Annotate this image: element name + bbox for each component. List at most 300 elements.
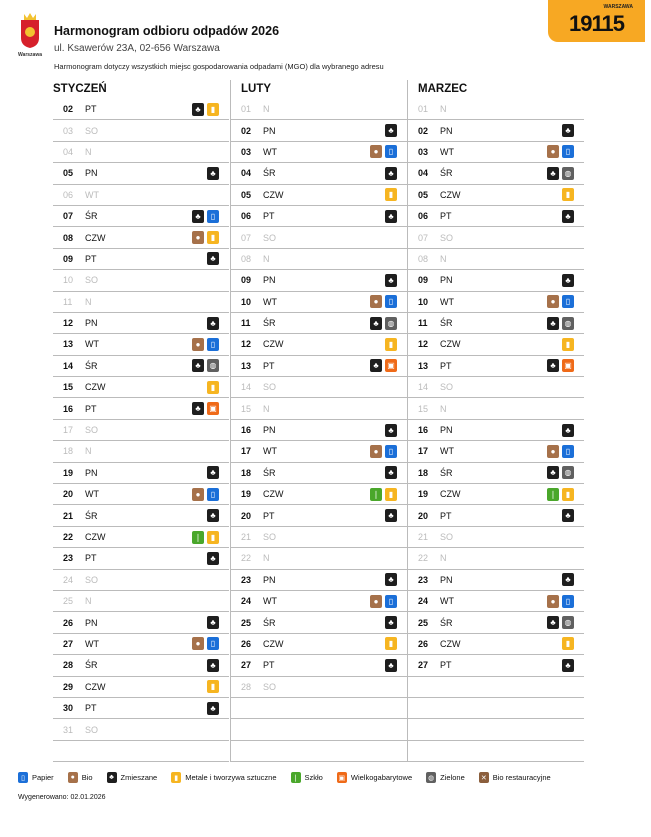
day-number: 12 [63,318,74,329]
legend-label: Zmieszane [120,773,158,782]
weekday: CZW [440,638,461,649]
day-number: 01 [418,104,429,115]
weekday: ŚR [440,318,453,329]
bio-waste-icon: ● [547,595,559,608]
mixed-waste-icon: ♣ [385,124,397,137]
weekday: SO [440,382,454,393]
day-row [53,227,229,248]
pickup-icons [385,659,407,672]
day-row [53,719,229,740]
day-number: 24 [63,574,74,585]
page-title: Harmonogram odbioru odpadów 2026 [54,24,280,38]
day-number: 18 [63,446,74,457]
generated-date: Wygenerowano: 02.01.2026 [18,794,106,801]
weekday: ŚR [85,360,98,371]
day-row [231,292,407,313]
pickup-icons [207,509,229,522]
weekday: N [440,104,447,115]
legend-item [337,772,412,783]
day-row [231,655,407,676]
pickup-icons [192,231,229,244]
day-number: 04 [241,168,252,179]
pickup-icons [370,488,407,501]
paper-waste-icon: ▯ [18,772,28,783]
weekday: CZW [85,232,106,243]
mixed-waste-icon: ♣ [562,659,574,672]
day-number: 21 [418,532,429,542]
day-number: 04 [418,168,429,179]
day-row [408,142,584,163]
day-row [53,270,229,291]
weekday: PN [263,425,276,436]
weekday: N [85,146,92,157]
bulky-waste-icon: ▣ [207,402,219,415]
green-waste-icon: ◍ [562,317,574,330]
pickup-icons [562,124,584,137]
pickup-icons [192,488,229,501]
day-number: 11 [418,318,428,329]
day-row [408,99,584,120]
metal-waste-icon: ▮ [385,637,397,650]
day-row [231,505,407,526]
day-row [231,420,407,441]
biorest-waste-icon: ✕ [479,772,489,783]
day-row [53,99,229,120]
day-row [231,206,407,227]
pickup-icons [192,338,229,351]
day-row [53,634,229,655]
mixed-waste-icon: ♣ [562,274,574,287]
pickup-icons [547,488,584,501]
logo-city: Warszawa [18,52,42,58]
green-waste-icon: ◍ [426,772,436,783]
legend-label: Papier [32,773,54,782]
day-list [231,99,407,762]
day-number: 09 [241,275,252,286]
day-number: 24 [241,596,252,607]
day-number: 18 [418,467,429,478]
paper-waste-icon: ▯ [385,295,397,308]
weekday: ŚR [263,467,276,478]
month-column [53,80,229,762]
day-number: 10 [241,296,252,307]
metal-waste-icon: ▮ [207,231,219,244]
pickup-icons [207,167,229,180]
day-number: 09 [63,253,74,264]
mixed-waste-icon: ♣ [385,659,397,672]
day-row [408,484,584,505]
day-number: 08 [418,253,429,264]
pickup-icons [562,188,584,201]
day-row [231,377,407,398]
weekday: WT [85,638,99,649]
mixed-waste-icon: ♣ [192,210,204,223]
day-number: 16 [63,403,74,414]
pickup-icons [547,445,584,458]
mixed-waste-icon: ♣ [385,573,397,586]
weekday: ŚR [263,617,276,628]
legend-item [107,772,158,783]
day-number: 07 [63,211,74,222]
day-row [408,741,584,762]
day-row [231,527,407,548]
month-title: LUTY [241,83,272,95]
mixed-waste-icon: ♣ [562,573,574,586]
weekday: WT [440,296,454,307]
day-number: 01 [241,104,252,115]
weekday: PT [85,403,97,414]
badge-city: WARSZAWA [603,4,633,10]
day-row [53,698,229,719]
weekday: SO [85,425,99,436]
mixed-waste-icon: ♣ [547,167,559,180]
pickup-icons [385,424,407,437]
weekday: N [440,403,447,414]
day-row [231,120,407,141]
day-row [53,377,229,398]
mixed-waste-icon: ♣ [207,509,219,522]
pickup-icons [385,637,407,650]
day-row [53,313,229,334]
day-number: 26 [418,638,429,649]
weekday: SO [263,382,277,393]
pickup-icons [370,445,407,458]
weekday: CZW [263,638,284,649]
bio-waste-icon: ● [370,595,382,608]
weekday: WT [440,146,454,157]
weekday: WT [440,446,454,457]
day-row [53,120,229,141]
pickup-icons [385,338,407,351]
weekday: ŚR [85,510,98,521]
pickup-icons [192,531,229,544]
day-number: 19 [63,467,74,478]
day-row [53,206,229,227]
day-number: 11 [241,318,251,329]
bio-waste-icon: ● [370,145,382,158]
day-number: 17 [241,446,252,457]
day-number: 08 [63,232,74,243]
pickup-icons [207,702,229,715]
pickup-icons [547,317,584,330]
weekday: SO [440,532,454,542]
day-row [231,463,407,484]
day-number: 08 [241,253,252,264]
mixed-waste-icon: ♣ [192,103,204,116]
day-row [231,356,407,377]
legend-label: Bio [81,773,93,782]
day-number: 30 [63,703,74,714]
day-number: 05 [63,168,74,179]
day-row [53,356,229,377]
mixed-waste-icon: ♣ [207,702,219,715]
day-number: 24 [418,596,429,607]
pickup-icons [547,295,584,308]
mixed-waste-icon: ♣ [562,509,574,522]
day-row [408,698,584,719]
day-number: 10 [63,275,74,286]
mixed-waste-icon: ♣ [562,210,574,223]
pickup-icons [385,466,407,479]
day-number: 15 [418,403,429,414]
weekday: PT [440,360,452,371]
weekday: PT [440,660,452,671]
weekday: SO [85,125,99,136]
pickup-icons [192,210,229,223]
pickup-icons [207,659,229,672]
mixed-waste-icon: ♣ [207,616,219,629]
weekday: N [440,253,447,264]
weekday: CZW [263,339,284,350]
day-row [53,185,229,206]
day-row [231,313,407,334]
weekday: PT [263,660,275,671]
mixed-waste-icon: ♣ [562,124,574,137]
day-row [408,292,584,313]
day-number: 03 [418,146,429,157]
weekday: PT [85,253,97,264]
pickup-icons [547,359,584,372]
bio-waste-icon: ● [192,338,204,351]
bio-waste-icon: ● [192,637,204,650]
weekday: ŚR [263,168,276,179]
mixed-waste-icon: ♣ [207,252,219,265]
pickup-icons [562,424,584,437]
weekday: WT [85,189,99,200]
day-row [231,741,407,762]
day-number: 15 [63,382,74,393]
weekday: SO [85,275,99,286]
day-row [408,591,584,612]
weekday: WT [263,296,277,307]
day-list [408,99,584,762]
day-row [408,570,584,591]
day-row [53,484,229,505]
day-row [53,441,229,462]
legend-item [479,772,551,783]
day-number: 23 [241,574,252,585]
weekday: PN [440,425,453,436]
pickup-icons [207,466,229,479]
pickup-icons [385,188,407,201]
hotline-badge[interactable] [548,0,645,42]
mixed-waste-icon: ♣ [370,317,382,330]
pickup-icons [547,145,584,158]
day-row [53,398,229,419]
day-row [408,441,584,462]
day-row [53,249,229,270]
day-number: 06 [63,189,74,200]
bio-waste-icon: ● [68,772,78,783]
glass-waste-icon: ❘ [370,488,382,501]
bio-waste-icon: ● [192,488,204,501]
weekday: ŚR [440,617,453,628]
day-number: 04 [63,146,74,157]
weekday: PN [440,574,453,585]
green-waste-icon: ◍ [207,359,219,372]
weekday: WT [263,446,277,457]
mixed-waste-icon: ♣ [107,772,117,783]
day-number: 06 [418,211,429,222]
pickup-icons [192,359,229,372]
metal-waste-icon: ▮ [171,772,181,783]
pickup-icons [562,637,584,650]
day-row [53,505,229,526]
day-number: 19 [418,489,429,500]
day-row [231,227,407,248]
weekday: SO [263,681,277,692]
day-number: 23 [63,553,74,564]
day-number: 07 [418,232,429,243]
weekday: SO [85,574,99,585]
day-number: 03 [63,125,74,136]
weekday: PN [85,617,98,628]
pickup-icons [207,317,229,330]
day-row [231,270,407,291]
day-number: 13 [418,360,429,371]
day-row [408,677,584,698]
day-row [408,163,584,184]
day-number: 10 [418,296,429,307]
mixed-waste-icon: ♣ [385,616,397,629]
green-waste-icon: ◍ [562,167,574,180]
day-row [231,142,407,163]
day-row [53,655,229,676]
day-number: 21 [63,510,74,521]
mixed-waste-icon: ♣ [547,466,559,479]
bio-waste-icon: ● [370,295,382,308]
mixed-waste-icon: ♣ [547,359,559,372]
warsaw-crest-icon [20,12,40,48]
pickup-icons [207,552,229,565]
day-row [231,698,407,719]
weekday: N [263,104,270,115]
day-number: 21 [241,532,252,542]
weekday: CZW [263,489,284,500]
metal-waste-icon: ▮ [207,680,219,693]
day-row [408,634,584,655]
day-row [408,420,584,441]
day-row [408,270,584,291]
day-number: 31 [63,724,74,735]
day-number: 25 [241,617,252,628]
day-row [53,612,229,633]
weekday: SO [440,232,454,243]
pickup-icons [192,402,229,415]
weekday: CZW [440,189,461,200]
weekday: ŚR [85,660,98,671]
day-number: 23 [418,574,429,585]
pickup-icons [385,509,407,522]
weekday: PT [85,104,97,115]
day-number: 12 [241,339,252,350]
metal-waste-icon: ▮ [562,338,574,351]
paper-waste-icon: ▯ [207,338,219,351]
weekday: PN [440,125,453,136]
day-row [408,206,584,227]
day-row [53,570,229,591]
legend-item [68,772,93,783]
day-row [408,313,584,334]
day-row [231,548,407,569]
weekday: CZW [85,681,106,692]
weekday: N [263,403,270,414]
day-row [53,548,229,569]
weekday: CZW [263,189,284,200]
green-waste-icon: ◍ [562,616,574,629]
weekday: ŚR [440,467,453,478]
pickup-icons [207,252,229,265]
weekday: PT [440,510,452,521]
day-row [53,741,229,762]
day-row [408,185,584,206]
weekday: N [85,446,92,457]
glass-waste-icon: ❘ [192,531,204,544]
day-number: 12 [418,339,429,350]
mixed-waste-icon: ♣ [547,616,559,629]
metal-waste-icon: ▮ [385,488,397,501]
mixed-waste-icon: ♣ [385,424,397,437]
day-list [53,99,229,762]
mixed-waste-icon: ♣ [207,552,219,565]
month-column [407,80,584,762]
day-row [231,484,407,505]
day-row [231,570,407,591]
month-title: MARZEC [418,83,468,95]
weekday: SO [263,232,277,243]
weekday: CZW [85,532,106,542]
day-number: 20 [63,489,74,500]
pickup-icons [192,103,229,116]
legend-label: Bio restauracyjne [492,773,551,782]
pickup-icons [562,210,584,223]
legend-item [291,772,323,783]
weekday: CZW [440,489,461,500]
day-number: 22 [418,553,429,564]
day-number: 25 [63,596,74,607]
mixed-waste-icon: ♣ [192,402,204,415]
mixed-waste-icon: ♣ [385,167,397,180]
legend-label: Zielone [440,773,465,782]
pickup-icons [562,573,584,586]
day-number: 02 [241,125,252,136]
metal-waste-icon: ▮ [562,488,574,501]
day-number: 27 [241,660,252,671]
day-row [53,142,229,163]
pickup-icons [207,381,229,394]
weekday: PN [85,168,98,179]
weekday: PN [85,318,98,329]
bio-waste-icon: ● [547,295,559,308]
day-row [53,677,229,698]
paper-waste-icon: ▯ [562,295,574,308]
weekday: N [263,253,270,264]
bulky-waste-icon: ▣ [337,772,347,783]
mixed-waste-icon: ♣ [385,274,397,287]
day-number: 09 [418,275,429,286]
weekday: N [440,553,447,564]
legend-label: Wielkogabarytowe [350,773,413,782]
day-row [53,463,229,484]
day-row [231,612,407,633]
weekday: ŚR [440,168,453,179]
day-row [53,163,229,184]
pickup-icons [370,317,407,330]
legend-item [426,772,465,783]
weekday: PT [263,510,275,521]
day-number: 13 [241,360,252,371]
day-number: 16 [418,425,429,436]
